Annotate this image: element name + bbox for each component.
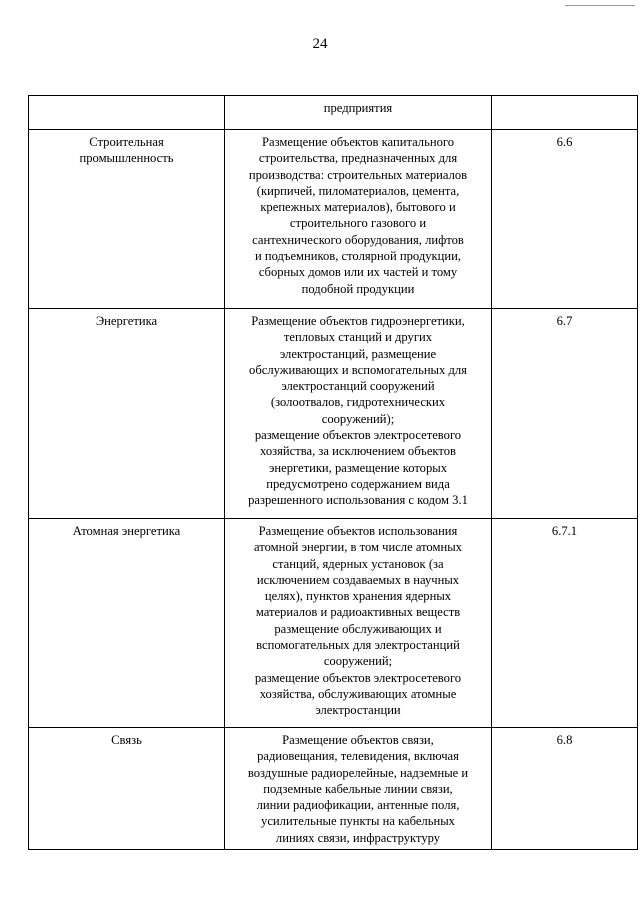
cell-description: Размещение объектов гидроэнергетики, тепловых станций и других электростанций, размещение обслуживающих и вспомогательных для электростанций сооружений (золоотвалов, гидротехнических сооружений); размещение объектов электросетевого хозяйства, за исключением объектов энергетики, размещение которых предусмотрено содержанием вида разрешенного использования с кодом 3.1: [225, 309, 492, 519]
cell-description: Размещение объектов капитального строительства, предназначенных для производства: строительных материалов (кирпичей, пиломатериалов, цемента, крепежных материалов), бытового и строительного газового и сантехнического оборудования, лифтов и подъемников, столярной продукции, сборных домов или их частей и тому подобной продукции: [225, 130, 492, 309]
cell-name: Строительная промышленность: [29, 130, 225, 309]
page-number: 24: [312, 36, 328, 52]
cell-name: [29, 96, 225, 130]
scan-edge-line: [565, 5, 635, 6]
land-use-table: [28, 95, 638, 850]
cell-name: Связь: [29, 728, 225, 850]
cell-code: 6.7: [492, 309, 638, 519]
cell-code: 6.8: [492, 728, 638, 850]
table-row: [29, 309, 638, 519]
cell-description: предприятия: [225, 96, 492, 130]
cell-name: Атомная энергетика: [29, 519, 225, 728]
table-row: [29, 130, 638, 309]
cell-description: Размещение объектов использования атомной энергии, в том числе атомных станций, ядерных установок (за исключением создаваемых в научных целях), пунктов хранения ядерных материалов и радиоактивных веществ размещение обслуживающих и вспомогательных для электростанций сооружений; размещение объектов электросетевого хозяйства, обслуживающих атомные электростанции: [225, 519, 492, 728]
cell-code: 6.7.1: [492, 519, 638, 728]
cell-code: 6.6: [492, 130, 638, 309]
cell-code: [492, 96, 638, 130]
table-row-continuation: [29, 96, 638, 130]
table-row: [29, 519, 638, 728]
table-row: [29, 728, 638, 850]
cell-name: Энергетика: [29, 309, 225, 519]
cell-description: Размещение объектов связи, радиовещания, телевидения, включая воздушные радиорелейные, надземные и подземные кабельные линии связи, линии радиофикации, антенные поля, усилительные пункты на кабельных линиях связи, инфраструктуру: [225, 728, 492, 850]
